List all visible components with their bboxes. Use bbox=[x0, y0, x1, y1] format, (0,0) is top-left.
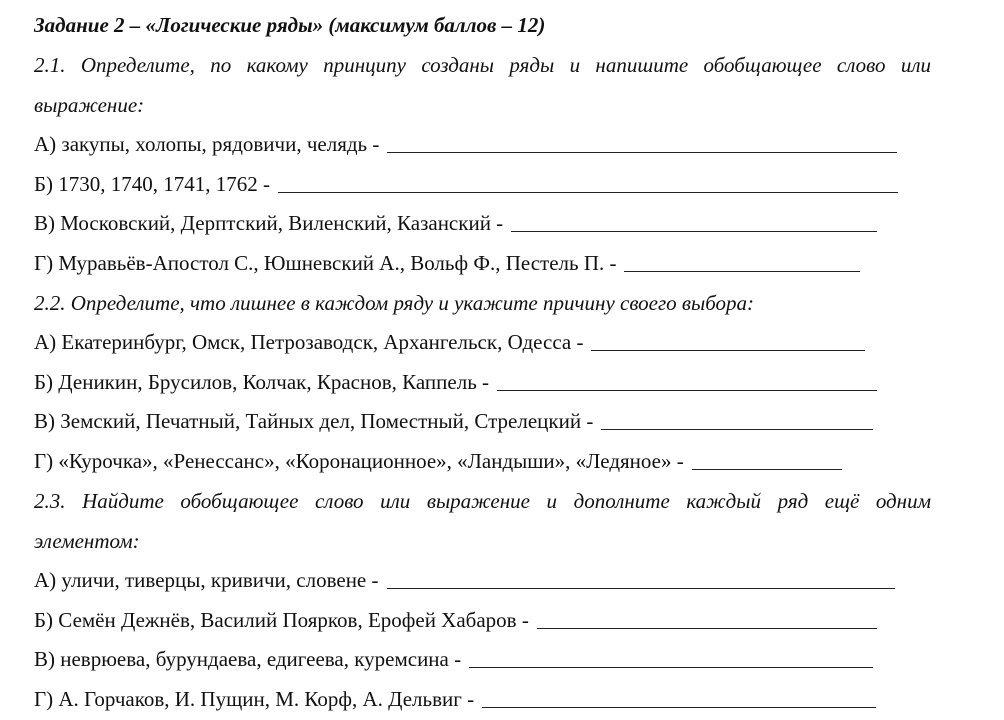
section-2-1-item-c bbox=[34, 210, 877, 236]
section-2-2-item-a bbox=[34, 329, 865, 355]
item-text: Б) 1730, 1740, 1741, 1762 - bbox=[34, 172, 271, 196]
answer-blank[interactable] bbox=[692, 451, 842, 470]
section-2-2-item-c bbox=[34, 408, 873, 434]
section-2-2-item-d bbox=[34, 448, 842, 474]
section-2-3-item-a bbox=[34, 567, 895, 593]
item-text: В) Московский, Дерптский, Виленский, Казанский - bbox=[34, 211, 504, 235]
section-2-3-instruction: 2.3. Найдите обобщающее слово или выражение и дополните каждый ряд ещё одним bbox=[34, 489, 931, 513]
answer-blank[interactable] bbox=[278, 174, 898, 193]
answer-blank[interactable] bbox=[601, 411, 873, 430]
item-text: А) Екатеринбург, Омск, Петрозаводск, Архангельск, Одесса - bbox=[34, 330, 584, 354]
item-text: Г) Муравьёв-Апостол С., Юшневский А., Вольф Ф., Пестель П. - bbox=[34, 251, 617, 275]
section-2-1-instruction: 2.1. Определите, по какому принципу созданы ряды и напишите обобщающее слово или bbox=[34, 53, 931, 77]
section-2-2-item-b bbox=[34, 369, 877, 395]
section-2-1-item-b bbox=[34, 171, 898, 197]
section-2-3-item-b bbox=[34, 607, 877, 633]
item-text: Б) Семён Дежнёв, Василий Поярков, Ерофей Хабаров - bbox=[34, 608, 529, 632]
section-2-1-instruction-continued: выражение: bbox=[34, 93, 145, 117]
item-text: Г) «Курочка», «Ренессанс», «Коронационное», «Ландыши», «Ледяное» - bbox=[34, 449, 684, 473]
item-text: В) неврюева, бурундаева, едигеева, куремсина - bbox=[34, 647, 462, 671]
task-title: Задание 2 – «Логические ряды» (максимум баллов – 12) bbox=[34, 13, 546, 37]
item-text: А) закупы, холопы, рядовичи, челядь - bbox=[34, 132, 380, 156]
item-text: В) Земский, Печатный, Тайных дел, Поместный, Стрелецкий - bbox=[34, 409, 594, 433]
item-text: Г) А. Горчаков, И. Пущин, М. Корф, А. Дельвиг - bbox=[34, 687, 475, 711]
section-2-3-instruction-continued: элементом: bbox=[34, 529, 140, 553]
section-2-3-item-c bbox=[34, 646, 873, 672]
answer-blank[interactable] bbox=[469, 649, 873, 668]
answer-blank[interactable] bbox=[387, 134, 897, 153]
answer-blank[interactable] bbox=[537, 610, 877, 629]
item-text: Б) Деникин, Брусилов, Колчак, Краснов, Каппель - bbox=[34, 370, 490, 394]
answer-blank[interactable] bbox=[387, 570, 895, 589]
section-2-3-item-d bbox=[34, 686, 876, 712]
answer-blank[interactable] bbox=[624, 253, 860, 272]
answer-blank[interactable] bbox=[511, 213, 877, 232]
answer-blank[interactable] bbox=[482, 689, 876, 708]
answer-blank[interactable] bbox=[497, 372, 877, 391]
section-2-1-item-d bbox=[34, 250, 860, 276]
section-2-2-instruction: 2.2. Определите, что лишнее в каждом ряду и укажите причину своего выбора: bbox=[34, 291, 755, 315]
answer-blank[interactable] bbox=[591, 332, 865, 351]
item-text: А) уличи, тиверцы, кривичи, словене - bbox=[34, 568, 379, 592]
section-2-1-item-a bbox=[34, 131, 897, 157]
